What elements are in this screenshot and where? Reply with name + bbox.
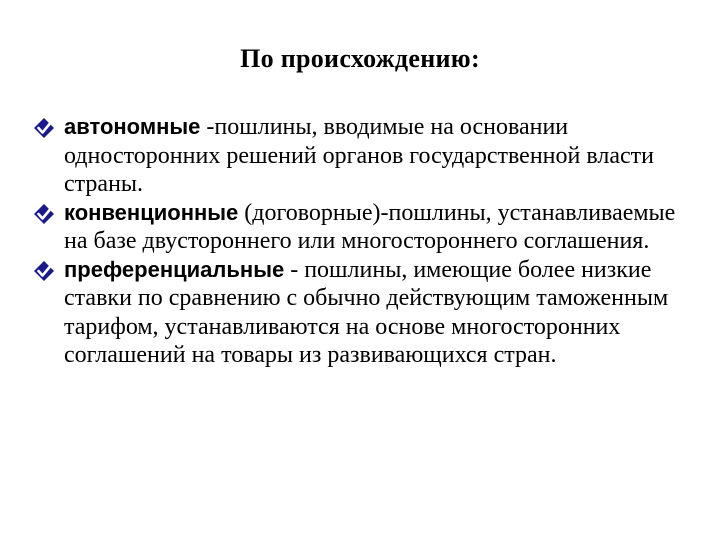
bullet-list: [32, 113, 702, 370]
check-diamond-icon: [32, 116, 56, 140]
check-diamond-icon: [32, 259, 56, 283]
bullet-term: преференциальные: [64, 256, 285, 282]
bullet-term: конвенционные: [64, 199, 239, 225]
bullet-text: -пошлины, вводимые на основании односторонних решений органов государственной власти страны.: [64, 114, 654, 197]
bullet-text: (договорные)-пошлины, устанавливаемые на базе двустороннего или многостороннего соглашения.: [64, 199, 676, 254]
bullet-item-conventional: [32, 199, 702, 256]
bullet-text: - пошлины, имеющие более низкие ставки по сравнению с обычно действующим таможенным тарифом, устанавливаются на основе многосторонних соглашений на товары из развивающихся стран.: [64, 256, 669, 368]
slide-title: По происхождению:: [240, 44, 480, 73]
check-diamond-icon: [32, 202, 56, 226]
bullet-item-autonomous: [32, 113, 702, 199]
bullet-term: автономные: [64, 114, 201, 139]
bullet-item-preferential: [32, 256, 702, 370]
